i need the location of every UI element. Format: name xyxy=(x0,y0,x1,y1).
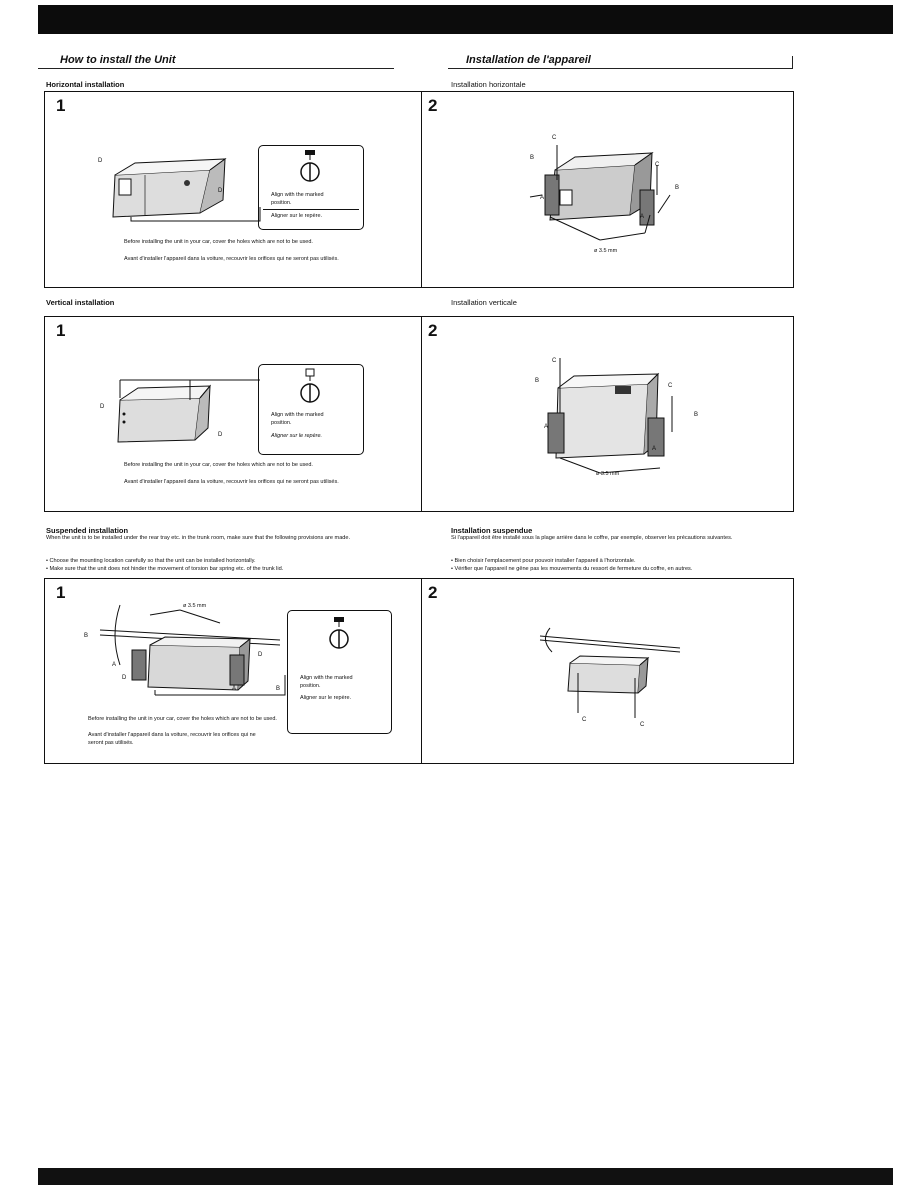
suspended-step-2: 2 xyxy=(428,583,438,602)
vertical-diameter: ø 3.5 mm xyxy=(596,471,620,477)
horizontal-note-fr: Avant d'installer l'appareil dans la voiture, recouvrir les orifices qui ne seront pas utilisés. xyxy=(124,256,339,262)
suspended-intro-fr: Si l'appareil doit être installé sous la plage arrière dans le coffre, par exemple, observer les précautions suivantes. xyxy=(451,535,733,541)
horizontal-step-1: 1 xyxy=(56,96,66,115)
marker-b-2: B xyxy=(675,185,680,191)
horizontal-callout xyxy=(258,145,364,230)
callout-text-en: Align with the marked position. xyxy=(271,192,324,206)
suspended-note-fr: Avant d'installer l'appareil dans la voiture, recouvrir les orifices qui ne seront pas utilisés. xyxy=(88,732,256,746)
marker-b-1: B xyxy=(530,155,535,161)
fr-section-title: Installation de l'appareil xyxy=(466,54,591,66)
suspended-bullet2-en: • Make sure that the unit does not hinder the movement of torsion bar spring etc. of the trunk lid. xyxy=(46,566,284,572)
horizontal-diameter: ø 3.5 mm xyxy=(594,248,618,254)
callout-text-en: Align with the marked position. xyxy=(300,675,353,689)
screw-alignment-icon xyxy=(295,150,325,184)
marker-b-s2: B xyxy=(276,686,281,692)
fr-title-rule xyxy=(448,68,793,69)
marker-c-v1: C xyxy=(552,358,557,364)
marker-a-2: A xyxy=(640,214,645,220)
callout-text-fr: Aligner sur le repère. xyxy=(271,433,323,439)
marker-c-s1: C xyxy=(582,717,587,723)
suspended-diameter: ø 3.5 mm xyxy=(183,603,207,609)
marker-a-s2: A xyxy=(232,686,237,692)
marker-d-s1: D xyxy=(122,675,127,681)
en-section-title: How to install the Unit xyxy=(60,54,176,66)
horizontal-bracket-illustration xyxy=(530,135,700,250)
header-bar xyxy=(38,5,893,34)
marker-c-2: C xyxy=(655,162,660,168)
horizontal-note-en: Before installing the unit in your car, cover the holes which are not to be used. xyxy=(124,239,313,245)
vertical-note-fr: Avant d'installer l'appareil dans la voiture, recouvrir les orifices qui ne seront pas utilisés. xyxy=(124,479,339,485)
marker-a-v2: A xyxy=(652,446,657,452)
vertical-unit-illustration xyxy=(110,380,270,460)
marker-a-s1: A xyxy=(112,662,117,668)
suspended-step-1: 1 xyxy=(56,583,66,602)
vertical-step-1: 1 xyxy=(56,321,66,340)
en-title-rule xyxy=(38,68,394,69)
suspended-bullet1-en: • Choose the mounting location carefully so that the unit can be installed horizontally. xyxy=(46,558,256,564)
marker-d-v-left: D xyxy=(100,404,105,410)
suspended-label-en: Suspended installation xyxy=(46,526,129,535)
screw-alignment-icon xyxy=(295,369,325,405)
marker-d-s2: D xyxy=(258,652,263,658)
marker-b-v2: B xyxy=(694,412,699,418)
callout-rule xyxy=(263,209,359,210)
vertical-bracket-illustration xyxy=(530,358,710,476)
marker-d-left: D xyxy=(98,158,103,164)
vertical-step-2: 2 xyxy=(428,321,438,340)
vertical-divider xyxy=(421,317,422,511)
marker-a-1: A xyxy=(540,195,545,201)
horizontal-step-2: 2 xyxy=(428,96,438,115)
suspended-bullet1-fr: • Bien choisir l'emplacement pour pouvoir installer l'appareil à l'horizontale. xyxy=(451,558,636,564)
footer-bar xyxy=(38,1168,893,1185)
callout-text-fr: Aligner sur le repère. xyxy=(300,695,352,701)
suspended-note-en: Before installing the unit in your car, cover the holes which are not to be used. xyxy=(88,716,277,722)
screw-alignment-icon xyxy=(324,617,354,651)
marker-c-s2: C xyxy=(640,722,645,728)
marker-b-v1: B xyxy=(535,378,540,384)
marker-b-s1: B xyxy=(84,633,89,639)
callout-text-fr: Aligner sur le repère. xyxy=(271,213,323,219)
callout-text-en: Align with the marked position. xyxy=(271,412,324,426)
suspended-callout xyxy=(287,610,392,734)
suspended-mounted-illustration xyxy=(540,618,690,733)
vertical-label-fr: Installation verticale xyxy=(451,298,517,307)
suspended-divider xyxy=(421,579,422,763)
horizontal-label-en: Horizontal installation xyxy=(46,80,125,89)
vertical-label-en: Vertical installation xyxy=(46,298,115,307)
marker-a-v1: A xyxy=(544,424,549,430)
horizontal-label-fr: Installation horizontale xyxy=(451,80,526,89)
marker-d-right: D xyxy=(218,188,223,194)
horizontal-divider xyxy=(421,92,422,287)
vertical-callout xyxy=(258,364,364,455)
suspended-bullet2-fr: • Vérifier que l'appareil ne gêne pas les mouvements du ressort de fermeture du coffre, en autres. xyxy=(451,566,693,572)
marker-d-v-right: D xyxy=(218,432,223,438)
suspended-label-fr: Installation suspendue xyxy=(451,526,533,535)
suspended-intro-en: When the unit is to be installed under the rear tray etc. in the trunk room, make sure that the following provisions are made. xyxy=(46,535,351,541)
fr-title-bracket xyxy=(792,56,793,69)
vertical-note-en: Before installing the unit in your car, cover the holes which are not to be used. xyxy=(124,462,313,468)
marker-c-v2: C xyxy=(668,383,673,389)
marker-c-1: C xyxy=(552,135,557,141)
